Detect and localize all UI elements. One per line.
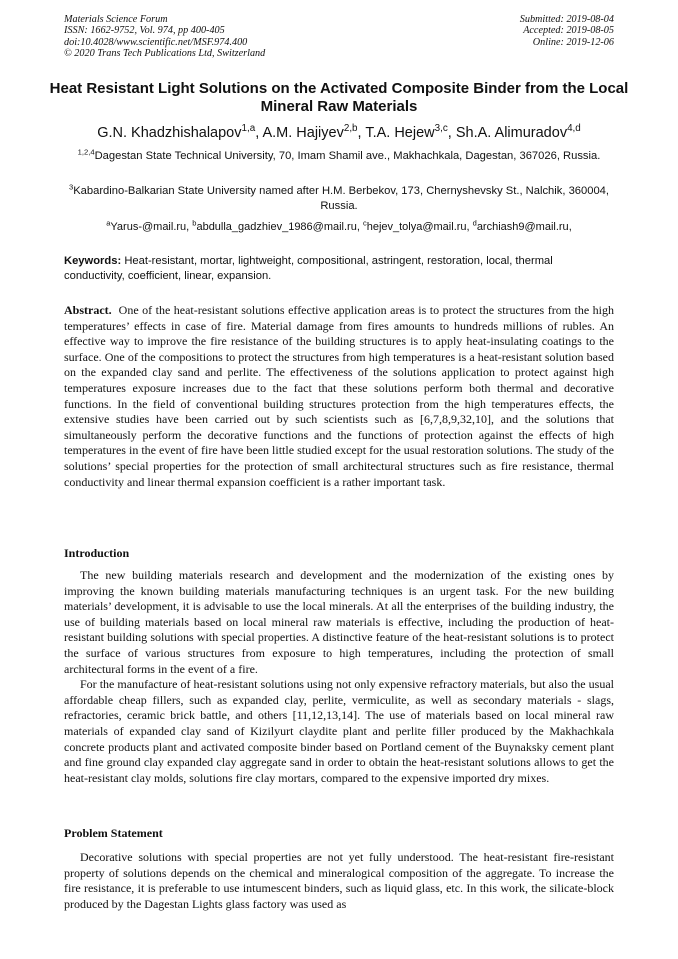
journal-name: Materials Science Forum — [64, 14, 168, 25]
email[interactable]: $^d$archiash9@mail.ru — [472, 218, 569, 233]
paper-title: Heat Resistant Light Solutions on the Activated Composite Binder from the Local Mineral Raw Materials — [49, 80, 629, 115]
keywords — [64, 254, 614, 283]
problem-statement-body — [64, 850, 614, 912]
submitted-date: Submitted: 2019-08-04 — [519, 14, 614, 25]
accepted-date: Accepted: 2019-08-05 — [523, 25, 614, 37]
author-list — [20, 124, 658, 142]
keywords-label: Keywords: — [64, 255, 122, 267]
paragraph: Decorative solutions with special properties are not yet fully understood. The heat-resistant fire-resistant property of solutions depends on the chemical and mineralogical composition of the aggregate. To increase the fire resistance, it is preferable to use intumescent binders, such as liquid glass, etc. In this work, the silicate-block produced by the Dagestan Lights glass factory was used as — [64, 850, 614, 911]
introduction-body — [64, 568, 614, 786]
email[interactable]: $^a$Yarus-@mail.ru — [106, 218, 187, 233]
publication-dates — [520, 14, 614, 48]
problem-statement-heading: Problem Statement — [64, 826, 163, 840]
author: T.A. Hejew$^{3,c}$, — [365, 123, 456, 141]
paragraph: The new building materials research and development and the modernization of the existing ones by improving the known building materials manufacturing techniques is an urgent task. For the new building materials’ development, it is advisable to use the local minerals. At all the enterprises of the building industry, the use of building materials based on local mineral raw materials is effective, including the production of heat-resistant building solutions with special properties. A distinctive feature of the heat-resistant solutions is to protect the surface of various structures from exposure to high temperatures, including the protection of small architectural forms in the event of a fire. — [64, 568, 614, 676]
abstract-text: One of the heat-resistant solutions effective application areas is to protect the structures from the high temperatures’ effects in case of fire. Material damage from fires amounts to hundreds millions of rubles. An effective way to improve the fire resistance of the building structures is to apply heat-insulating coatings to the surface. One of the compositions to protect the structures from high temperatures is a heat-resistant solution based on the expanded clay sand and perlite. The effectiveness of the solutions application to protect against high temperatures exposure increases due to the fact that these solutions perform both thermal and decorative functions. In the field of conventional building structures protection from the high temperatures effects, the extensive studies have been carried out by such scientists such as [6,7,8,9,32,10], and the solutions that simultaneously perform the decorative functions and the functions of protection against the effects of high temperatures in the event of fire have been little studied except for the usual restoration solutions. The study of the solutions’ special properties for the protection of small architectural structures such as fire resistance, thermal conductivity and linear thermal expansion coefficient is a rather important task. — [64, 303, 615, 489]
email-list: $^a$Yarus-@mail.ru, $^b$abdulla_gadzhiev_1986@mail.ru, $^c$hejev_tolya@mail.ru, $^d$archiash9@mail.ru, — [106, 218, 572, 233]
email[interactable]: $^c$hejev_tolya@mail.ru — [362, 218, 467, 233]
author: Sh.A. Alimuradov$^{4,d}$ — [455, 123, 581, 141]
affiliation-2: $^3$Kabardino-Balkarian State University named after H.M. Berbekov, 173, Chernyshevsky St., Nalchik, 360004, Russia. — [68, 182, 610, 212]
abstract-label: Abstract. — [64, 303, 112, 317]
doi-line: doi:10.4028/www.scientific.net/MSF.974.400 — [64, 36, 248, 48]
affiliation-1: $^{1,2,4}$Dagestan State Technical University, 70, Imam Shamil ave., Makhachkala, Dagestan, 367026, Russia. — [77, 147, 601, 162]
copyright-line: © 2020 Trans Tech Publications Ltd, Switzerland — [64, 48, 266, 60]
abstract — [64, 303, 614, 490]
introduction-heading: Introduction — [64, 546, 130, 560]
online-date: Online: 2019-12-06 — [532, 36, 614, 48]
author: A.M. Hajiyev$^{2,b}$, — [262, 123, 366, 141]
author: G.N. Khadzhishalapov$^{1,a}$, — [97, 123, 263, 141]
keywords-text: Heat-resistant, mortar, lightweight, compositional, astringent, restoration, local, thermal conductivity, coefficient, linear, expansion. — [64, 255, 553, 282]
paragraph: For the manufacture of heat-resistant solutions using not only expensive refractory materials, but also the usual affordable cheap fillers, such as expanded clay, perlite, vermiculite, as well as secondary materials - slags, refractories, ceramic brick battle, and others [11,12,13,14]. The use of materials based on local mineral raw materials of expanded clay sand of Kizilyurt claydite plant and perlite filler produced by the Makhachkala concrete products plant and activated composite binder based on Portland cement of the Buynaksky cement plant and fine ground clay expanded clay aggregate sand in order to obtain the heat-resistant solutions allows to get the heat-resistant clay molds, solutions fire clay mortars, compared to the expensive imported dry mixes. — [64, 677, 614, 785]
journal-info — [64, 14, 265, 60]
email[interactable]: $^b$abdulla_gadzhiev_1986@mail.ru — [192, 218, 357, 233]
issn-line: ISSN: 1662-9752, Vol. 974, pp 400-405 — [64, 25, 225, 37]
